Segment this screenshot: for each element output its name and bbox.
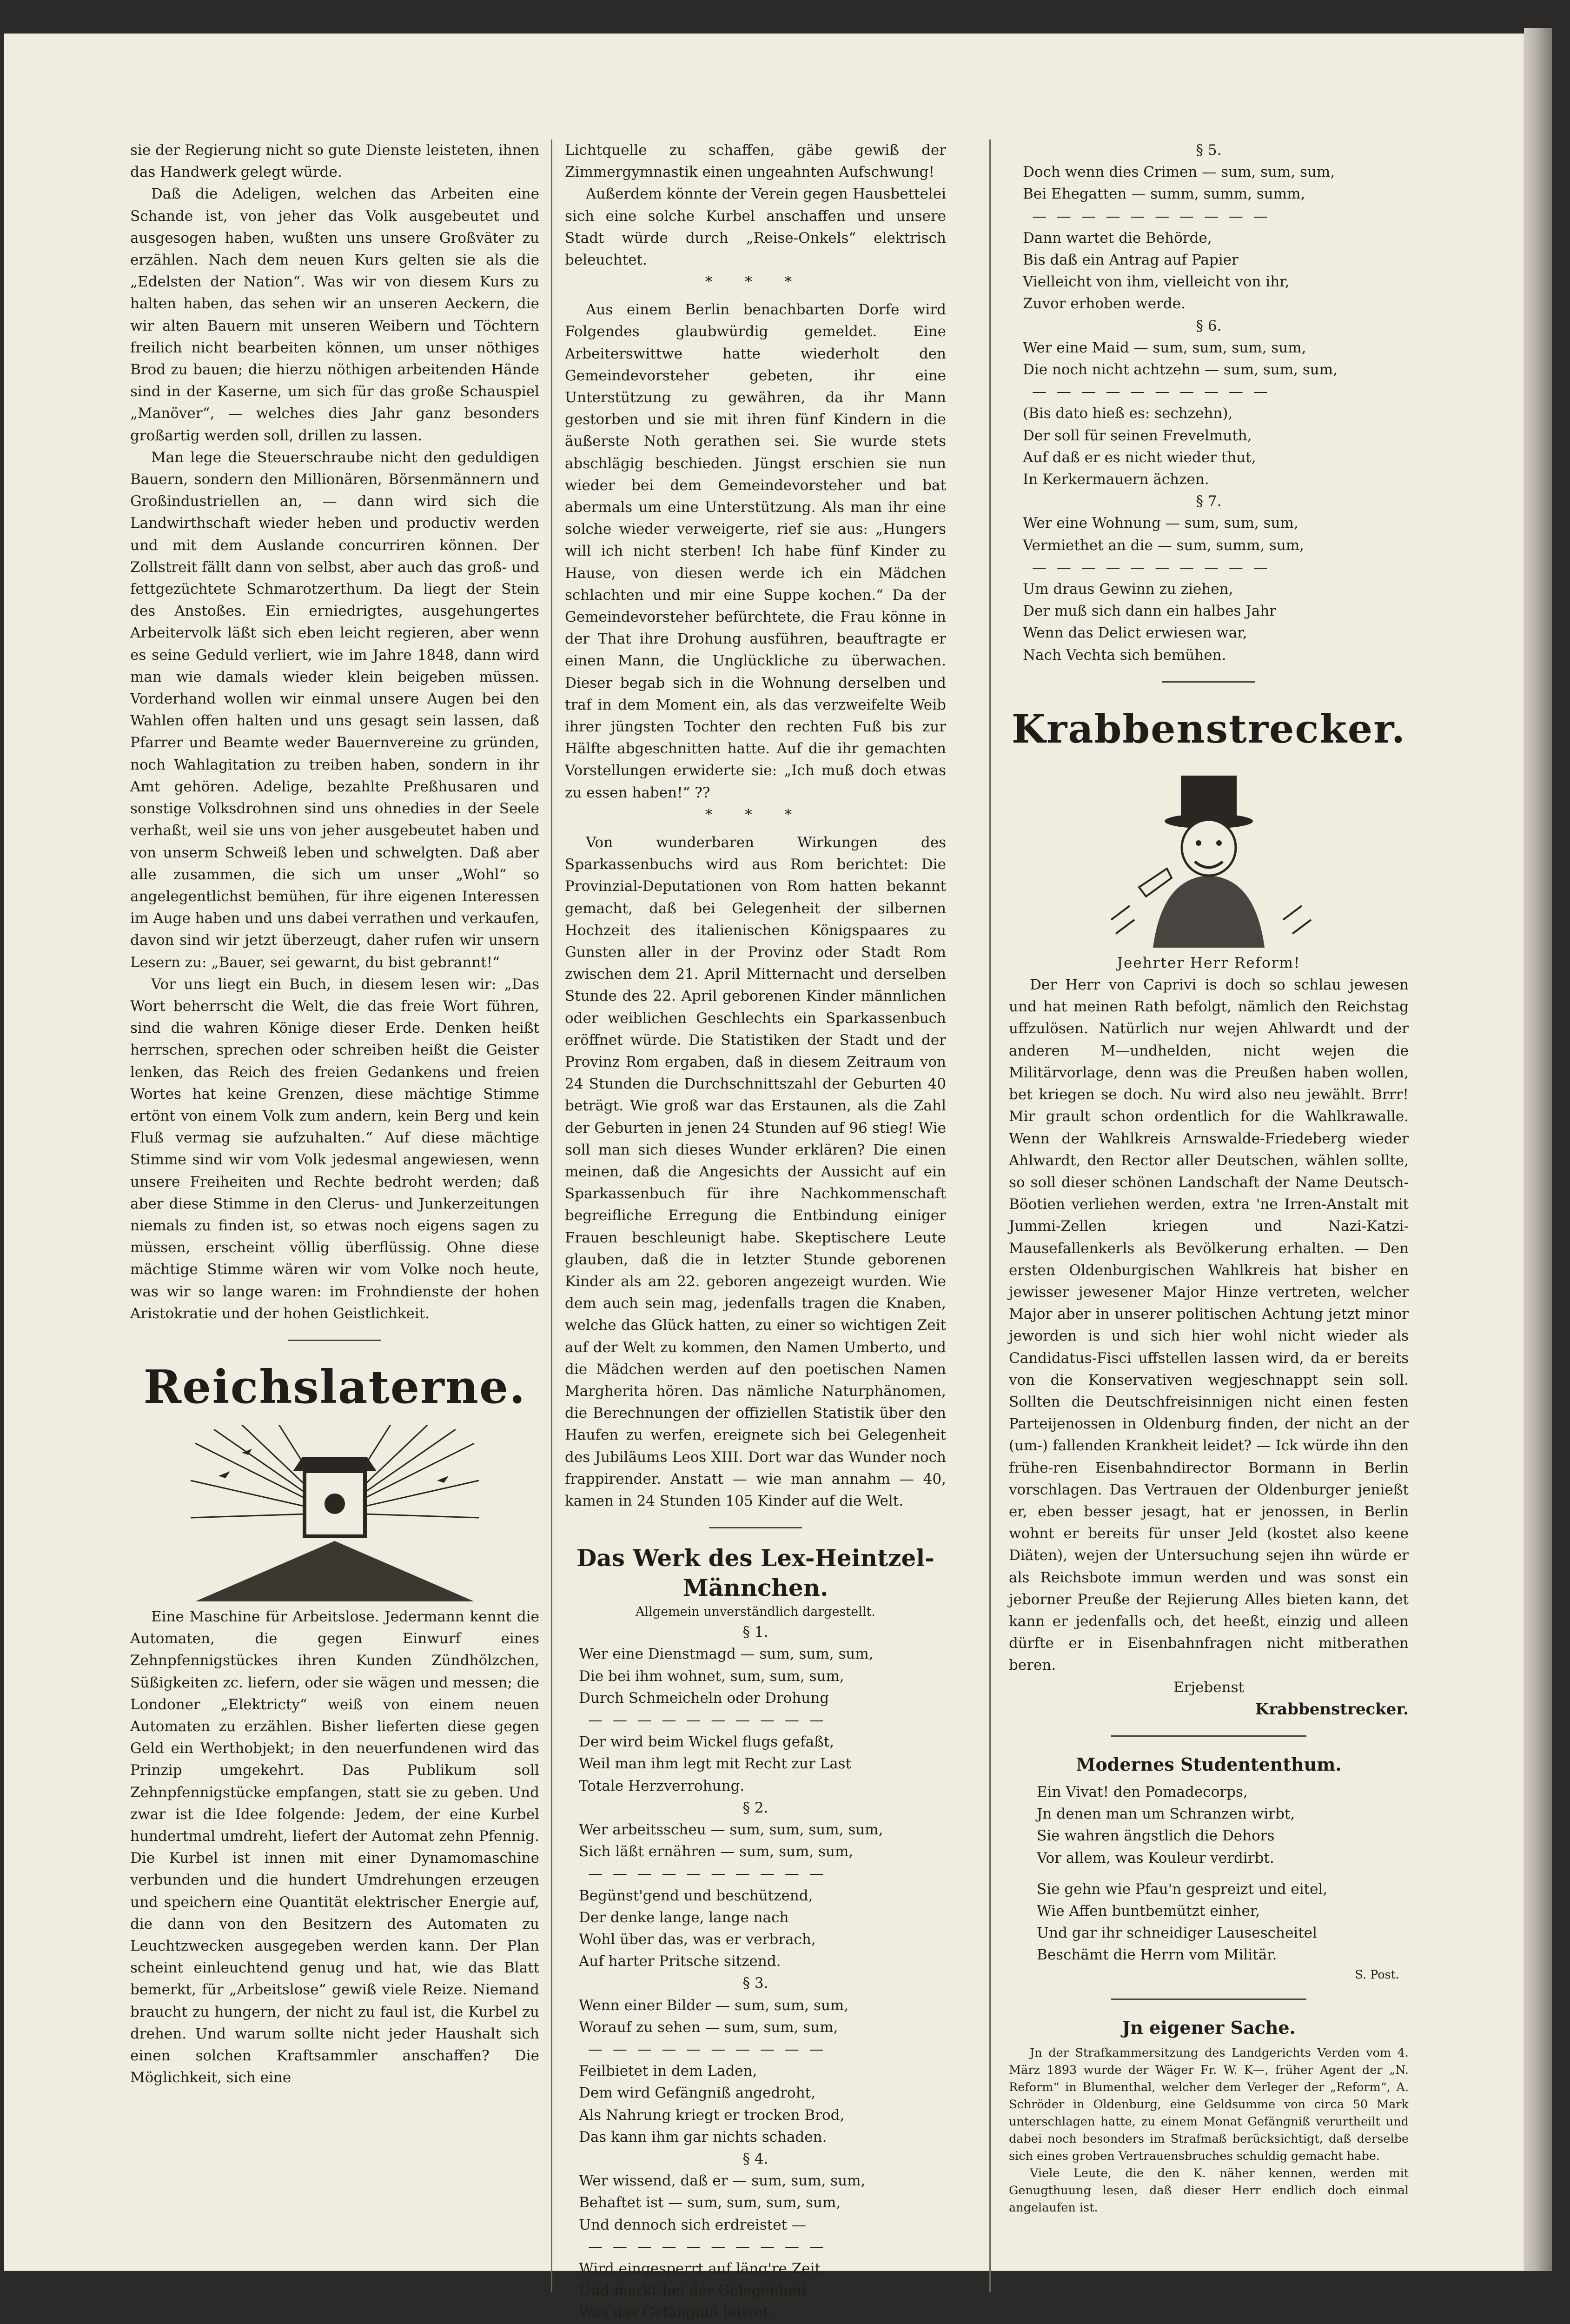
section-title-reichslaterne: Reichslaterne. [143, 1360, 526, 1414]
paragraph: sie der Regierung nicht so gute Dienste leisteten, ihnen das Handwerk gelegt würde. [130, 142, 539, 181]
poem-stanza: Wer eine Maid — sum, sum, sum, sum, Die noch nicht achtzehn — sum, sum, sum, [1023, 339, 1338, 378]
poem-stanza: Wer eine Dienstmagd — sum, sum, sum, Die bei ihm wohnet, sum, sum, sum, Durch Schmeicheln oder Drohung [579, 1646, 874, 1706]
column-3 [1009, 139, 1409, 2217]
paragraph: Vor uns liegt ein Buch, in diesem lesen wir: „Das Wort beherrscht die Welt, die das freie Wort führen, sind die wahren Könige dieser Erde. Denken heißt herrschen, sprechen oder schreiben heißt die Geister lenken, das Reich des freien Gedankens und freien Wortes hat keine Grenzen, diese mächtige Stimme ertönt von einem Volk zum andern, kein Berg und kein Fluß vermag sie aufzuhalten.“ Auf diese mächtige Stimme sind wir vom Volk jedesmal angewiesen, wenn unsere Freiheiten und Rechte bedroht werden; daß aber diese Stimme in den Clerus- und Junkerzeitungen niemals zu finden ist, so etwas noch eigens sagen zu müssen, erscheint völlig überflüssig. Ohne diese mächtige Stimme wären wir vom Volke noch heute, was wir so lange waren: im Frohndienste der hohen Aristokratie und der hohen Geistlichkeit. [130, 976, 539, 1322]
paragraph: Viele Leute, die den K. näher kennen, werden mit Genugthuung lesen, daß dieser Herr endlich doch einmal angelaufen ist. [1009, 2166, 1409, 2215]
paragraph: Jn der Strafkammersitzung des Landgerichts Verden vom 4. März 1893 wurde der Wäger Fr. W. K—, früher Agent der „N. Reform“ in Blumenthal, welcher dem Verleger der „Reform“, A. Schröder in Oldenburg, eine Geldsumme von circa 50 Mark unterschlagen hatte, zu einem Monat Gefängniß verurtheilt und dabei noch besonders im Strafmaß berücksichtigt, daß derselbe sich eines groben Vertrauensbruches schuldig gemacht habe. [1009, 2045, 1409, 2163]
section-number: § 4. [742, 2151, 768, 2168]
paragraph: Daß die Adeligen, welchen das Arbeiten eine Schande ist, von jeher das Volk ausgebeutet und ausgesogen haben, wußten uns unsere Großväter zu erzählen. Nach dem neuen Kurs gelten sie als die „Edelsten der Nation“. Was wir von diesem Kurs zu halten haben, das sehen wir an unseren Aeckern, die wir alten Bauern mit unseren Weibern und Töchtern freilich nicht bearbeiten können, um unser nöthiges Brod zu bauen; die hierzu nöthigen arbeitenden Hände sind in der Kaserne, um sich für das große Schauspiel „Manöver“, — welches dies Jahr ganz besonders großartig werden soll, drillen zu lassen. [130, 186, 539, 444]
letter-salutation: Jeehrter Herr Reform! [1117, 954, 1301, 971]
poem-stanza: Um draus Gewinn zu ziehen, Der muß sich dann ein halbes Jahr Wenn das Delict erwiesen war, Nach Vechta sich bemühen. [1023, 581, 1276, 664]
dash-line: — — — — — — — — — — [1032, 383, 1271, 400]
poem-stanza: Begünst'gend und beschützend, Der denke lange, lange nach Wohl über das, was er verbrach, Auf harter Pritsche sitzend. [579, 1887, 816, 1970]
poem-stanza: Wer wissend, daß er — sum, sum, sum, Behaftet ist — sum, sum, sum, sum, Und dennoch sich erdreistet — [579, 2172, 866, 2233]
poem-stanza: Feilbietet in dem Laden, Dem wird Gefängniß angedroht, Als Nahrung kriegt er trocken Brod, Das kann ihm gar nichts schaden. [579, 2063, 845, 2145]
poem-source: S. Post. [1355, 1967, 1399, 1982]
paragraph: Eine Maschine für Arbeitslose. Jedermann kennt die Automaten, die gegen Einwurf eines Zehnpfennigstückes ihren Kunden Zündhölzchen, Süßigkeiten zc. liefern, oder sie wägen und messen; die Londoner „Elektricty“ weiß von einem neuen Automaten zu erzählen. Bisher lieferten diese gegen Geld ein Werthobjekt; in den neuerfundenen wird das Prinzip umgekehrt. Das Publikum soll Zehnpfennigstücke empfangen, statt sie zu geben. Und zwar ist die Idee folgende: Jedem, der eine Kurbel hundertmal umdreht, liefert der Automat zehn Pfennig. Die Kurbel ist innen mit einer Dynamomaschine verbunden und die hundert Umdrehungen erzeugen und speichern eine Quantität elektrischer Energie auf, die dann von den Besitzern des Automaten zu Leuchtzwecken ausgegeben werden kann. Der Plan scheint einleuchtend genug und hat, wie das Blatt bemerkt, für „Arbeitslose“ gewiß viele Reize. Niemand braucht zu hungern, der nicht zu faul ist, die Kurbel zu drehen. Und warum sollte nicht jeder Haushalt sich einen solchen Kraftsammler anschaffen? Die Möglichkeit, sich eine [130, 1608, 539, 2086]
paragraph: Außerdem könnte der Verein gegen Hausbettelei sich eine solche Kurbel anschaffen und unsere Stadt würde durch „Reise-Onkels“ elektrisch beleuchtet. [565, 186, 946, 269]
section-number: § 3. [742, 1975, 768, 1992]
poem-stanza: Wer eine Wohnung — sum, sum, sum, Vermiethet an die — sum, summ, sum, [1023, 515, 1305, 554]
divider [288, 1340, 381, 1341]
column-1 [130, 139, 539, 2089]
poem-stanza: Dann wartet die Behörde, Bis daß ein Antrag auf Papier Vielleicht von ihm, vielleicht von ihr, Zuvor erhoben werde. [1023, 229, 1290, 312]
divider [709, 1527, 802, 1528]
paragraph: Man lege die Steuerschraube nicht den geduldigen Bauern, sondern den Millionären, Börsenmännern und Großindustriellen an, — dann wird sich die Landwirthschaft wieder heben und productiv werden und mit dem Auslande concurriren können. Der Zollstreit fällt dann von selbst, aber auch das groß- und fettgezüchtete Schmarotzerthum. Da liegt der Stein des Anstoßes. Ein erniedrigtes, ausgehungertes Arbeitervolk läßt sich eben leicht regieren, aber wenn es seine Geduld verliert, wie im Jahre 1848, dann wird man wie damals wieder klein beigeben müssen. Vorderhand wollen wir einmal unsere Augen bei den Wahlen offen halten und uns gesagt sein lassen, daß Pfarrer und Beamte weder Bauernvereine zu gründen, noch Wahlagitation zu treiben haben, sondern in ihr Amt gehören. Adelige, bezahlte Preßhusaren und sonstige Volksdrohnen sind uns ohnedies in der Seele verhaßt, weil sie uns von jeher ausgebeutet haben und von unserm Schweiß leben und schwelgten. Daß aber alle zusammen, die sich um unser „Wohl“ so angelegentlichst bemühen, für ihre eigenen Interessen im Auge haben und uns dabei verrathen und verkaufen, davon sind wir jetzt überzeugt, daher rufen wir unsern Lesern zu: „Bauer, sei gewarnt, du bist gebrannt!“ [130, 449, 539, 971]
poem-stanza: Ein Vivat! den Pomadecorps, Jn denen man um Schranzen wirbt, Sie wahren ängstlich die Dehors Vor allem, was Kouleur verdirbt. [1037, 1783, 1295, 1866]
stars-divider: * * * [705, 273, 806, 291]
poem-stanza: Doch wenn dies Crimen — sum, sum, sum, Bei Ehegatten — summ, summ, summ, [1023, 164, 1335, 203]
column-rule [989, 139, 991, 2292]
poem-stanza: Wird eingesperrt auf läng're Zeit Und merkt bei der Gelegenheit Was das Gefängniß leistet. [579, 2260, 821, 2321]
poem-title: Das Werk des Lex-Heintzel-Männchen. [576, 1544, 935, 1602]
paragraph: Der Herr von Caprivi is doch so schlau jewesen und hat meinen Rath befolgt, nämlich den Reichstag uffzulösen. Natürlich nur wejen Ahlwardt und der anderen M—undhelden, nicht wejen die Militärvorlage, denn was die Preußen haben wollen, bet kriegen se doch. Nu wird also neu jewählt. Brrr! Mir grault schon ordentlich for die Wahlkrawalle. Wenn der Wahlkreis Arnswalde-Friedeberg wieder Ahlwardt, den Rector aller Deutschen, wählen sollte, so soll dieser schönen Landschaft der Name Deutsch-Böotien verliehen werden, extra 'ne Irren-Anstalt mit Jummi-Zellen kriegen und Nazi-Katzi-Mausefallenkerls als Bevölkerung erhalten. — Den ersten Oldenburgischen Wahlkreis hat bisher en jewisser jewesener Major Hinze vertreten, welcher Major aber in unserer politischen Achtung jetzt minor jeworden is und sich hier wohl nicht wieder als Candidatus-Fisci uffstellen lassen wird, da er bereits von die Konservativen wegjeschnappt sein soll. Sollten die Deutschfreisinnigen nicht einen festen Parteijenossen in Oldenburg finden, der nicht an der (um-) fallenden Krankheit leidet? — Ick würde ihn den frühe-ren Eisenbahndirector Bormann in Berlin vorschlagen. Das Vertrauen der Oldenburger jenießt er, eben besser jesagt, hat er jenossen, in Berlin wohnt er bereits für unser Jeld (kostet also keene Diäten), wejen der Untersuchung sejen ihn würde er als Reichsbote immun werden und was sonst ein jeborner Preuße der Rejierung Alles bieten kann, det kann er jedenfalls och, det heeßt, einzig und alleen dürfte er in Eisenbahnfragen nicht mitberathen beren. [1009, 976, 1409, 1674]
stars-divider: * * * [705, 806, 806, 823]
dash-line: — — — — — — — — — — [588, 2041, 827, 2058]
poem-title: Modernes Studententhum. [1076, 1753, 1342, 1775]
column-2 [565, 139, 946, 2324]
column-rule [551, 139, 552, 2292]
poem-stanza: Sie gehn wie Pfau'n gespreizt und eitel, Wie Affen buntbemützt einher, Und gar ihr schneidiger Lausescheitel Beschämt die Herrn vom Militär. [1037, 1880, 1328, 1964]
section-number: § 5. [1196, 142, 1222, 159]
divider [1111, 1735, 1306, 1737]
divider [1162, 681, 1255, 683]
poem-stanza: Wenn einer Bilder — sum, sum, sum, Worauf zu sehen — sum, sum, sum, [579, 1997, 849, 2036]
paragraph: Aus einem Berlin benachbarten Dorfe wird Folgendes glaubwürdig gemeldet. Eine Arbeiterswittwe hatte wiederholt den Gemeindevorsteher gebeten, ihr eine Unterstützung zu gewähren, da ihr Mann gestorben und sie mit ihren fünf Kindern in die äußerste Noth gerathen sei. Sie wurde stets abschlägig beschieden. Jüngst erschien sie nun wieder bei dem Gemeindevorsteher und bat abermals um eine Unterstützung. Als man ihr eine solche wieder verweigerte, rief sie aus: „Hungers will ich nicht sterben! Ich habe fünf Kinder zu Hause, von diesen werde ich ein Mädchen schlachten und mir eine Suppe kochen.“ Da der Gemeindevorsteher befürchtete, die Frau könne in der That ihre Drohung ausführen, beauftragte er einen Mann, die Unglückliche zu überwachen. Dieser begab sich in die Wohnung derselben und traf in dem Moment ein, als das verzweifelte Weib ihrer jüngsten Tochter den rechten Fuß bis zur Hälfte abgeschnitten hatte. Auf die ihr gemachten Vorstellungen erwiderte sie: „Ich muß doch etwas zu essen haben!“ ?? [565, 301, 946, 801]
poem-stanza: Der wird beim Wickel flugs gefaßt, Weil man ihm legt mit Recht zur Last Totale Herzverrohung. [579, 1733, 851, 1794]
section-title-krabbenstrecker: Krabbenstrecker. [1011, 705, 1406, 752]
poem-stanza: Wer arbeitsscheu — sum, sum, sum, sum, Sich läßt ernähren — sum, sum, sum, [579, 1821, 883, 1860]
section-number: § 6. [1196, 317, 1222, 334]
section-number: § 2. [742, 1799, 768, 1816]
section-number: § 7. [1196, 493, 1222, 510]
poem-stanza: (Bis dato hieß es: sechzehn), Der soll für seinen Frevelmuth, Auf daß er es nicht wieder thut, In Kerkermauern ächzen. [1023, 405, 1256, 488]
section-number: § 1. [742, 1624, 768, 1641]
book-edge [1524, 28, 1552, 2271]
section-title-own-matter: Jn eigener Sache. [1122, 2017, 1296, 2038]
figure-illustration [1079, 766, 1339, 948]
dash-line: — — — — — — — — — — [588, 1712, 827, 1728]
dash-line: — — — — — — — — — — [588, 1865, 827, 1882]
poem-subtitle: Allgemein unverständlich dargestellt. [636, 1605, 875, 1620]
lantern-illustration [186, 1425, 484, 1601]
divider [1111, 1999, 1306, 2000]
letter-signature: Krabbenstrecker. [1255, 1700, 1409, 1719]
dash-line: — — — — — — — — — — [1032, 207, 1271, 225]
dash-line: — — — — — — — — — — [588, 2238, 827, 2255]
letter-closing: Erjebenst [1173, 1679, 1244, 1696]
paragraph: Lichtquelle zu schaffen, gäbe gewiß der Zimmergymnastik einen ungeahnten Aufschwung! [565, 142, 946, 181]
dash-line: — — — — — — — — — — [1032, 558, 1271, 576]
paragraph: Von wunderbaren Wirkungen des Sparkassenbuchs wird aus Rom berichtet: Die Provinzial-Deputationen von Rom hatten bekannt gemacht, daß bei Gelegenheit der silbernen Hochzeit des italienischen Königspaares zu Gunsten aller in der Provinz oder Stadt Rom zwischen dem 21. April Mitternacht und derselben Stunde des 22. April geborenen Kinder männlichen oder weiblichen Geschlechts ein Sparkassenbuch eröffnet würde. Die Statistiken der Stadt und der Provinz Rom ergaben, daß in diesem Zeitraum von 24 Stunden die Durchschnittszahl der Geburten 40 beträgt. Wie groß war das Erstaunen, als die Zahl der Geburten in jenen 24 Stunden auf 96 stieg! Wie soll man sich dieses Wunder erklären? Die einen meinen, daß die Angesichts der Aussicht auf ein Sparkassenbuch für ihre Nachkommenschaft begreifliche Erregung die Entbindung einiger Frauen beschleunigt habe. Skeptischere Leute glauben, daß die in letzter Stunde geborenen Kinder als am 22. geboren angezeigt wurden. Wie dem auch sein mag, jedenfalls tragen die Knaben, welche das Glück hatten, zu einer so wichtigen Zeit auf der Welt zu kommen, den Namen Umberto, und die Mädchen werden auf den poetischen Namen Margherita hören. Das nämliche Naturphänomen, die Berechnungen der offiziellen Statistik über den Haufen zu werfen, ereignete sich bei Gelegenheit des Jubiläums Leos XIII. Dort war das Wunder noch frappirender. Anstatt — wie man annahm — 40, kamen in 24 Stunden 105 Kinder auf die Welt. [565, 834, 946, 1509]
